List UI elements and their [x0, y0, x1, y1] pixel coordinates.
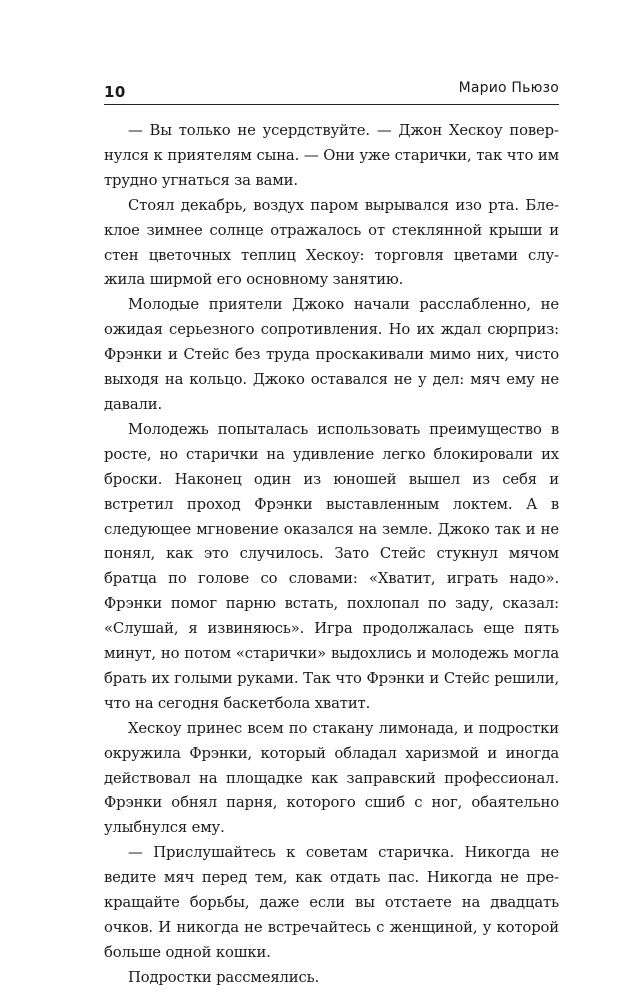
paragraph: Молодежь попыталась использовать преимущество в росте, но старички на удивление легко блокировали их броски. Наконец один из юношей вышел из себя и встретил проход Фрэнки выставленным локтем. А в следующее мгновение оказался на земле. Джоко так и не понял, как это случилось. Зато Стейс стукнул мячом братца по голове со словами: «Хватит, играть надо». Фрэнки помог парню встать, похлопал по заду, сказал: «Слушай, я извиняюсь». Игра продолжалась еще пять минут, но потом «старички» выдохлись и молодежь могла брать их голыми руками. Так что Фрэнки и Стейс решили, что на сегодня баскетбола хватит. — [104, 420, 559, 712]
running-header-author: Марио Пьюзо — [458, 80, 559, 96]
body-text — [104, 119, 559, 991]
paragraph: — Вы только не усердствуйте. — Джон Хескоу повернулся к приятелям сына. — Они уже старички, так что им трудно угнаться за вами. — [104, 122, 559, 189]
paragraph: Стоял декабрь, воздух паром вырывался изо рта. Блеклое зимнее солнце отражалось от стеклянной крыши и стен цветочных теплиц Хескоу: торговля цветами служила ширмой его основному занятию. — [104, 196, 559, 289]
page-number: 10 — [104, 83, 126, 101]
book-page — [104, 0, 559, 1000]
paragraph: Подростки рассмеялись. — [128, 968, 320, 986]
paragraph: Хескоу принес всем по стакану лимонада, и подростки окружила Фрэнки, который обладал харизмой и иногда действовал на площадке как заправский профессионал. Фрэнки обнял парня, которого сшиб с ног, обаятельно улыбнулся ему. — [104, 719, 559, 837]
running-header — [104, 76, 559, 105]
paragraph: — Прислушайтесь к советам старичка. Никогда не ведите мяч перед тем, как отдать пас. Никогда не прекращайте борьбы, даже если вы отстаете на двадцать очков. И никогда не встречайтесь с женщиной, у которой больше одной кошки. — [104, 844, 559, 961]
paragraph: Молодые приятели Джоко начали расслабленно, не ожидая серьезного сопротивления. Но их ждал сюрприз: Фрэнки и Стейс без труда проскакивали мимо них, чисто выходя на кольцо. Джоко оставался не у дел: мяч ему не давали. — [104, 296, 559, 413]
